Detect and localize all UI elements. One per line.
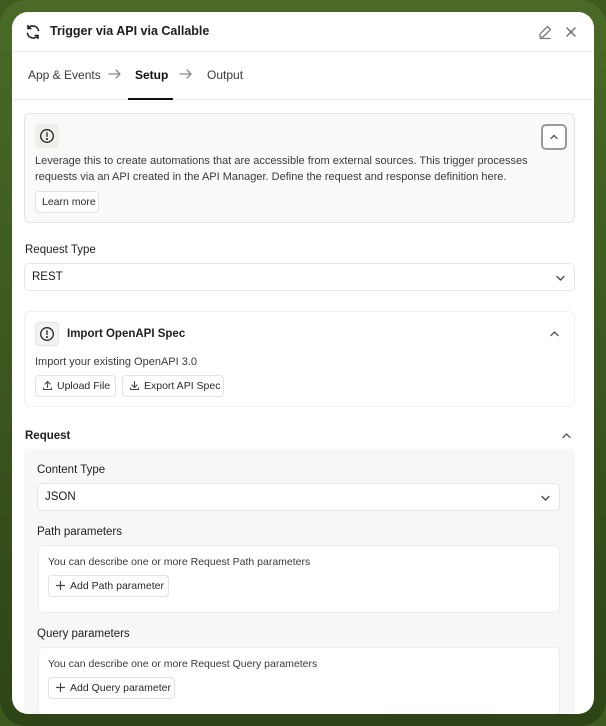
add-query-parameter-button[interactable]: [48, 677, 175, 699]
step-navigation: [12, 52, 594, 100]
info-description: Leverage this to create automations that are accessible from external sources. This trigger processes requests via an API created in the API Manager. Define the request and response definition here.: [35, 155, 528, 183]
upload-file-label: Upload File: [57, 380, 111, 392]
upload-file-button[interactable]: [35, 375, 116, 397]
arrow-right-icon: [107, 67, 123, 81]
import-description: Import your existing OpenAPI 3.0: [35, 356, 198, 368]
chevron-up-icon: [549, 132, 559, 142]
chevron-down-icon: [555, 273, 566, 283]
chevron-up-icon[interactable]: [549, 329, 560, 339]
request-type-value: REST: [32, 271, 63, 283]
export-api-spec-button[interactable]: [122, 375, 224, 397]
tab-setup[interactable]: Setup: [135, 68, 169, 82]
setup-content[interactable]: [12, 101, 594, 714]
export-api-spec-label: Export API Spec: [144, 380, 221, 392]
import-badge: [35, 322, 59, 346]
content-type-label: Content Type: [37, 464, 106, 476]
chevron-up-icon[interactable]: [561, 431, 572, 441]
tab-output[interactable]: Output: [207, 68, 244, 82]
learn-more-button[interactable]: Learn more: [35, 191, 99, 213]
import-title: Import OpenAPI Spec: [67, 328, 186, 340]
path-parameters-description: You can describe one or more Request Path parameters: [48, 556, 311, 568]
request-type-label: Request Type: [25, 244, 96, 256]
close-icon[interactable]: [562, 23, 580, 41]
content-type-value: JSON: [45, 491, 76, 503]
chevron-down-icon: [540, 493, 551, 503]
request-section-body: [24, 449, 575, 714]
panel-header: [12, 12, 594, 52]
panel-title: Trigger via API via Callable: [50, 24, 210, 38]
collapse-info-button[interactable]: [541, 124, 567, 150]
alert-circle-icon: [39, 128, 55, 144]
content-type-select[interactable]: [37, 483, 560, 511]
tab-app-events[interactable]: App & Events: [28, 68, 101, 82]
add-query-parameter-label: Add Query parameter: [70, 682, 171, 694]
pencil-icon[interactable]: [536, 23, 554, 41]
active-tab-indicator: [128, 98, 173, 100]
arrow-right-icon: [178, 67, 194, 81]
info-badge: [35, 124, 59, 148]
trigger-panel: [12, 12, 594, 714]
add-path-parameter-button[interactable]: [48, 575, 169, 597]
request-section-title: Request: [25, 430, 71, 442]
refresh-icon: [24, 23, 42, 41]
plus-icon: [55, 682, 66, 693]
alert-circle-icon: [39, 326, 55, 342]
info-callout: [24, 113, 575, 223]
query-parameters-card: [38, 647, 560, 714]
plus-icon: [55, 580, 66, 591]
path-parameters-card: [38, 545, 560, 613]
import-openapi-card: [24, 311, 575, 407]
download-icon: [129, 380, 140, 391]
upload-icon: [42, 380, 53, 391]
add-path-parameter-label: Add Path parameter: [70, 580, 164, 592]
request-type-select[interactable]: [24, 263, 575, 291]
path-parameters-label: Path parameters: [37, 526, 123, 538]
query-parameters-description: You can describe one or more Request Query parameters: [48, 658, 318, 670]
query-parameters-label: Query parameters: [37, 628, 130, 640]
